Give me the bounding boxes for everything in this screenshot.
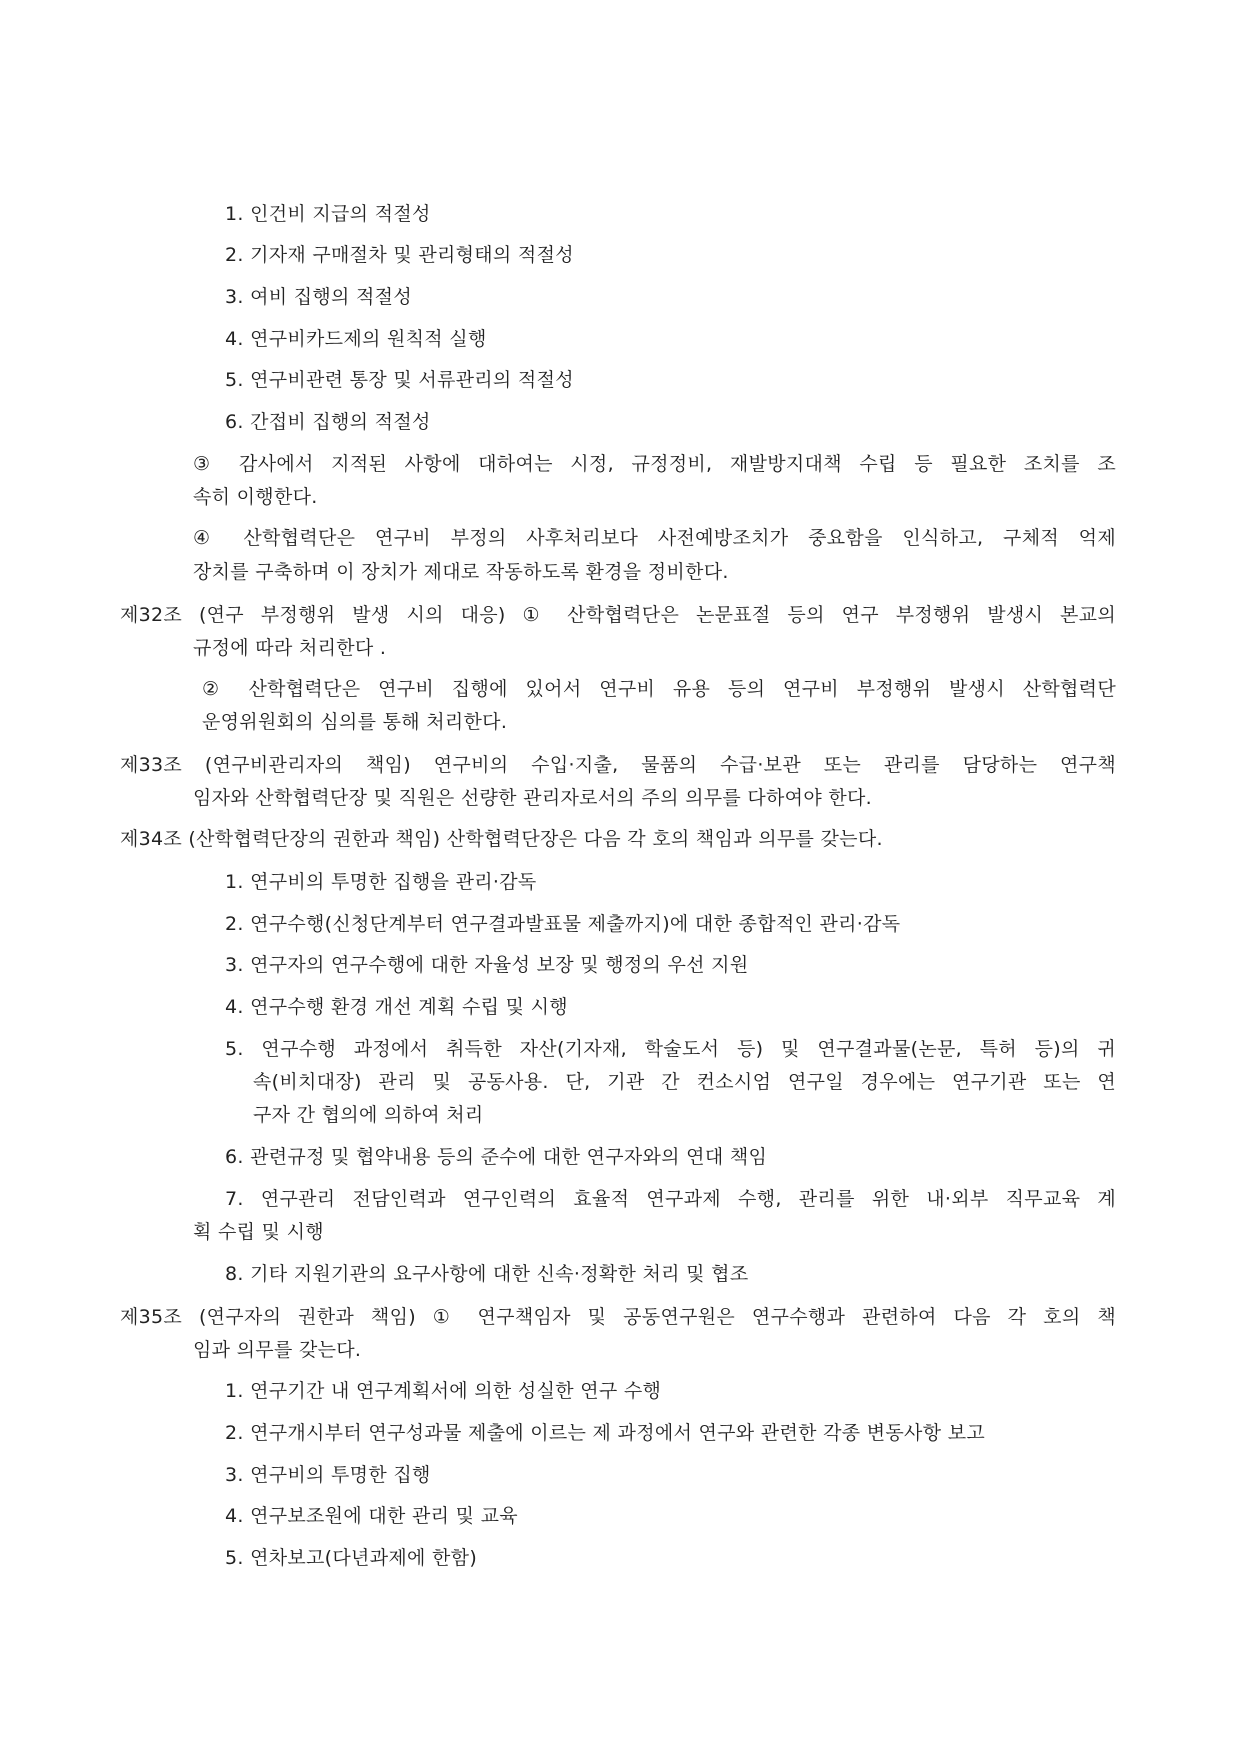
duty-item-5-line-1: 5. 연구수행 과정에서 취득한 자산(기자재, 학술도서 등) 및 연구결과물(논문, 특허 등)의 귀 <box>225 1038 1116 1060</box>
paragraph-4-line-1: ④ 산학협력단은 연구비 부정의 사후처리보다 사전예방조치가 중요함을 인식하고, 구체적 억제 <box>193 527 1116 549</box>
duty-item-2: 2. 연구수행(신청단계부터 연구결과발표물 제출까지)에 대한 종합적인 관리·감독 <box>225 913 901 935</box>
article-32-heading: 제32조 (연구 부정행위 발생 시의 대응) ① 산학협력단은 논문표절 등의 연구 부정행위 발생시 본교의 <box>120 604 1116 626</box>
researcher-item-5: 5. 연차보고(다년과제에 한함) <box>225 1547 478 1569</box>
duty-item-1: 1. 연구비의 투명한 집행을 관리·감독 <box>225 871 537 893</box>
article-35-line-2: 임과 의무를 갖는다. <box>193 1339 362 1361</box>
article-32-para-2-line-2: 운영위원회의 심의를 통해 처리한다. <box>202 711 508 733</box>
researcher-item-2: 2. 연구개시부터 연구성과물 제출에 이르는 제 과정에서 연구와 관련한 각종 변동사항 보고 <box>225 1422 986 1444</box>
audit-item-2: 2. 기자재 구매절차 및 관리형태의 적절성 <box>225 244 574 266</box>
paragraph-3-line-1: ③ 감사에서 지적된 사항에 대하여는 시정, 규정정비, 재발방지대책 수립 등 필요한 조치를 조 <box>193 453 1116 475</box>
duty-item-6: 6. 관련규정 및 협약내용 등의 준수에 대한 연구자와의 연대 책임 <box>225 1146 768 1168</box>
researcher-item-1: 1. 연구기간 내 연구계획서에 의한 성실한 연구 수행 <box>225 1380 662 1402</box>
paragraph-3-line-2: 속히 이행한다. <box>193 486 318 508</box>
article-32-para-2-line-1: ② 산학협력단은 연구비 집행에 있어서 연구비 유용 등의 연구비 부정행위 발생시 산학협력단 <box>202 678 1116 700</box>
duty-item-5-line-2: 속(비치대장) 관리 및 공동사용. 단, 기관 간 컨소시엄 연구일 경우에는 연구기관 또는 연 <box>253 1071 1116 1093</box>
audit-item-5: 5. 연구비관련 통장 및 서류관리의 적절성 <box>225 369 574 391</box>
researcher-item-4: 4. 연구보조원에 대한 관리 및 교육 <box>225 1505 518 1527</box>
duty-item-3: 3. 연구자의 연구수행에 대한 자율성 보장 및 행정의 우선 지원 <box>225 954 749 976</box>
audit-item-4: 4. 연구비카드제의 원칙적 실행 <box>225 328 487 350</box>
duty-item-5-line-3: 구자 간 협의에 의하여 처리 <box>253 1104 484 1126</box>
article-35-heading: 제35조 (연구자의 권한과 책임) ① 연구책임자 및 공동연구원은 연구수행과 관련하여 다음 각 호의 책 <box>120 1306 1116 1328</box>
article-32-line-2: 규정에 따라 처리한다 . <box>193 637 387 659</box>
duty-item-7-line-2: 획 수립 및 시행 <box>193 1221 324 1243</box>
article-34-heading: 제34조 (산학협력단장의 권한과 책임) 산학협력단장은 다음 각 호의 책임과 의무를 갖는다. <box>120 828 883 850</box>
paragraph-4-line-2: 장치를 구축하며 이 장치가 제대로 작동하도록 환경을 정비한다. <box>193 561 729 583</box>
audit-item-6: 6. 간접비 집행의 적절성 <box>225 411 431 433</box>
article-33-line-2: 임자와 산학협력단장 및 직원은 선량한 관리자로서의 주의 의무를 다하여야 한다. <box>193 787 872 809</box>
researcher-item-3: 3. 연구비의 투명한 집행 <box>225 1464 431 1486</box>
audit-item-3: 3. 여비 집행의 적절성 <box>225 286 412 308</box>
duty-item-4: 4. 연구수행 환경 개선 계획 수립 및 시행 <box>225 996 568 1018</box>
duty-item-8: 8. 기타 지원기관의 요구사항에 대한 신속·정확한 처리 및 협조 <box>225 1263 749 1285</box>
article-33-heading: 제33조 (연구비관리자의 책임) 연구비의 수입·지출, 물품의 수급·보관 또는 관리를 담당하는 연구책 <box>120 754 1116 776</box>
audit-item-1: 1. 인건비 지급의 적절성 <box>225 203 431 225</box>
duty-item-7-line-1: 7. 연구관리 전담인력과 연구인력의 효율적 연구과제 수행, 관리를 위한 내·외부 직무교육 계 <box>225 1188 1116 1210</box>
